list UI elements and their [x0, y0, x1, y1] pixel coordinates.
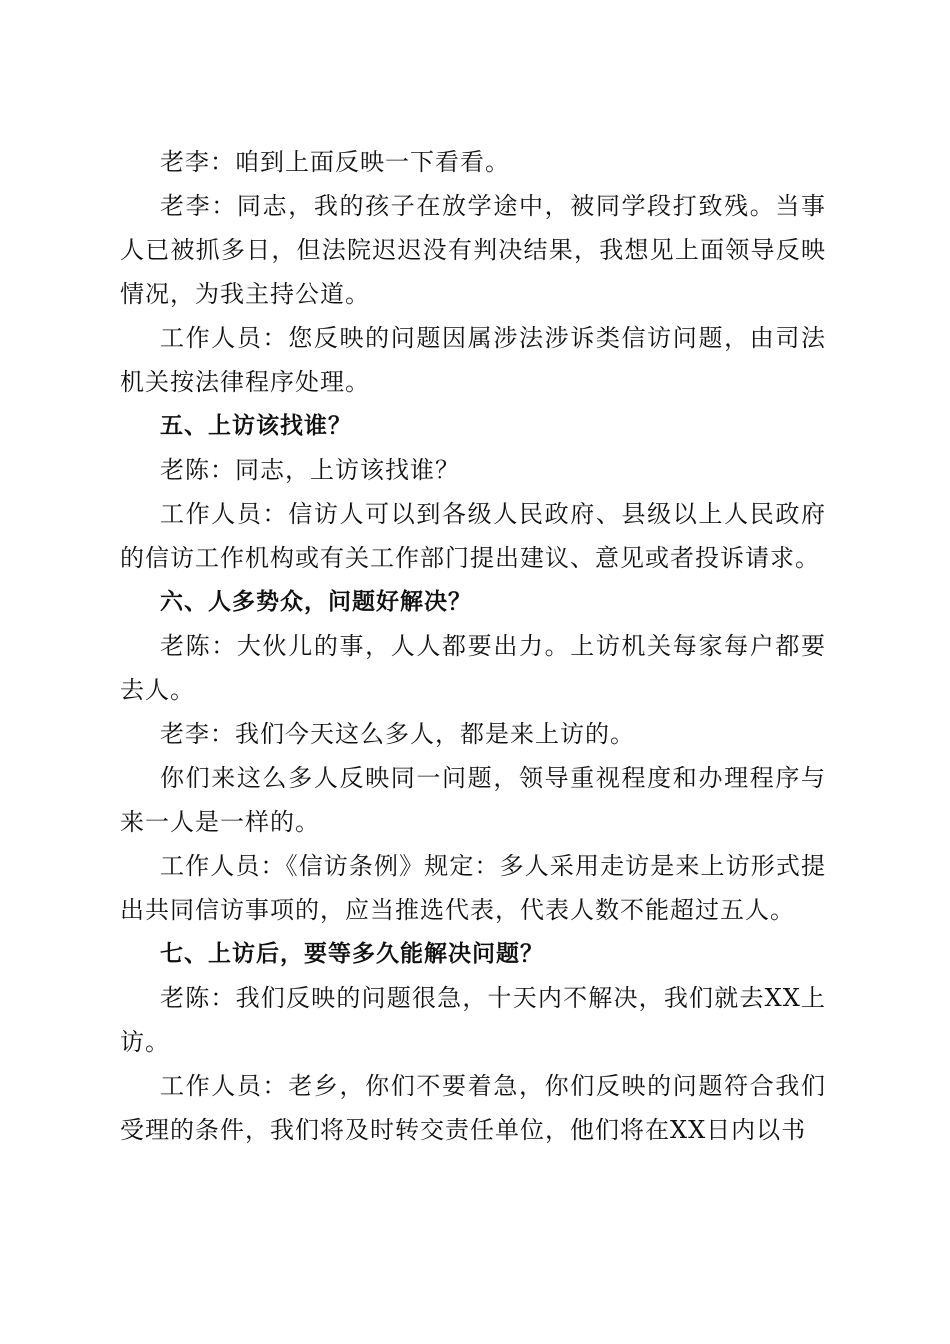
paragraph: 老陈：大伙儿的事，人人都要出力。上访机关每家每户都要去人。 — [120, 632, 826, 704]
paragraph: 工作人员：信访人可以到各级人民政府、县级以上人民政府的信访工作机构或有关工作部门提出建议、意见或者投诉请求。 — [120, 500, 826, 572]
section-heading: 六、人多势众，问题好解决？ — [160, 589, 472, 615]
paragraph: 工作人员：《信访条例》规定：多人采用走访是来上访形式提出共同信访事项的，应当推选代表，代表人数不能超过五人。 — [120, 852, 826, 924]
paragraph: 老李：咱到上面反映一下看看。 — [160, 148, 510, 176]
paragraph: 工作人员：您反映的问题因属涉法涉诉类信访问题，由司法机关按法律程序处理。 — [120, 324, 826, 396]
paragraph: 老陈：我们反映的问题很急，十天内不解决，我们就去XX上访。 — [120, 984, 826, 1056]
paragraph: 老李：同志，我的孩子在放学途中，被同学段打致残。当事人已被抓多日，但法院迟迟没有判决结果，我想见上面领导反映情况，为我主持公道。 — [120, 192, 826, 308]
section-heading: 五、上访该找谁？ — [160, 413, 352, 439]
paragraph: 老陈：同志，上访该找谁？ — [160, 456, 460, 484]
paragraph: 你们来这么多人反映同一问题，领导重视程度和办理程序与来一人是一样的。 — [120, 764, 826, 836]
section-heading: 七、上访后，要等多久能解决问题？ — [160, 941, 544, 967]
paragraph: 老李：我们今天这么多人，都是来上访的。 — [160, 720, 635, 748]
paragraph: 工作人员：老乡，你们不要着急，你们反映的问题符合我们受理的条件，我们将及时转交责任单位，他们将在XX日内以书 — [120, 1072, 826, 1144]
document-page — [120, 140, 826, 1152]
